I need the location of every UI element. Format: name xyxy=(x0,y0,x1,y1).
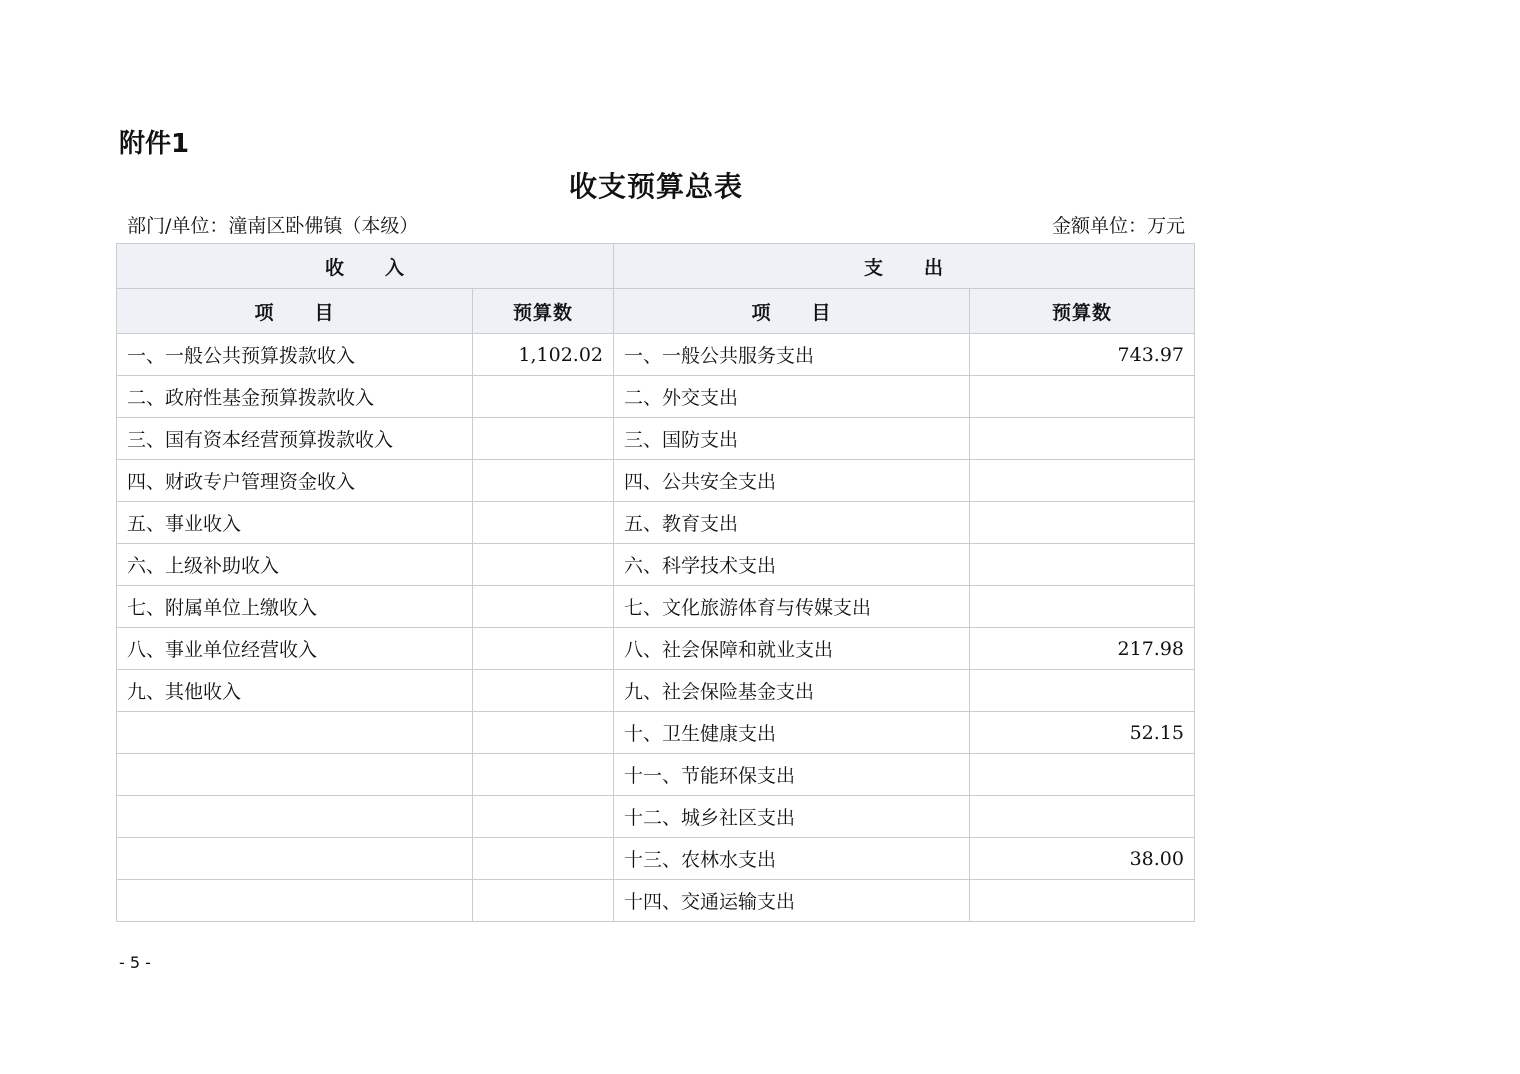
table-row xyxy=(117,334,1195,376)
table-row xyxy=(117,838,1195,880)
income-value-cell xyxy=(473,544,614,586)
income-value-cell xyxy=(473,670,614,712)
table-row xyxy=(117,544,1195,586)
expense-item-cell: 十二、城乡社区支出 xyxy=(614,796,970,838)
income-value-cell xyxy=(473,502,614,544)
expense-item-cell: 十、卫生健康支出 xyxy=(614,712,970,754)
expense-value-cell xyxy=(970,502,1195,544)
section-header-row xyxy=(117,244,1195,289)
income-value-cell xyxy=(473,460,614,502)
meta-line xyxy=(117,212,1195,240)
income-item-cell xyxy=(117,754,473,796)
table-row xyxy=(117,712,1195,754)
income-budget-header: 预算数 xyxy=(473,289,614,334)
expense-item-cell: 五、教育支出 xyxy=(614,502,970,544)
expense-item-cell: 六、科学技术支出 xyxy=(614,544,970,586)
budget-table-body xyxy=(117,244,1195,922)
expense-value-cell xyxy=(970,418,1195,460)
amount-unit: 金额单位：万元 xyxy=(1051,215,1185,237)
income-item-cell: 二、政府性基金预算拨款收入 xyxy=(117,376,473,418)
expense-value-cell xyxy=(970,880,1195,922)
expense-item-cell: 九、社会保险基金支出 xyxy=(614,670,970,712)
expense-value-cell xyxy=(970,670,1195,712)
income-value-cell xyxy=(473,754,614,796)
page-title: 收支预算总表 xyxy=(568,170,743,203)
income-item-cell xyxy=(117,880,473,922)
department-unit: 部门/单位：潼南区卧佛镇（本级） xyxy=(127,215,419,237)
expense-item-cell: 二、外交支出 xyxy=(614,376,970,418)
income-item-cell: 九、其他收入 xyxy=(117,670,473,712)
expense-value-cell xyxy=(970,586,1195,628)
income-value-cell xyxy=(473,880,614,922)
expense-item-cell: 十三、农林水支出 xyxy=(614,838,970,880)
expense-value-cell xyxy=(970,376,1195,418)
expense-value-cell: 743.97 xyxy=(970,334,1195,376)
income-value-cell xyxy=(473,376,614,418)
expense-header: 支 出 xyxy=(614,244,1195,289)
table-row xyxy=(117,628,1195,670)
income-item-cell: 三、国有资本经营预算拨款收入 xyxy=(117,418,473,460)
table-row xyxy=(117,586,1195,628)
expense-item-cell: 八、社会保障和就业支出 xyxy=(614,628,970,670)
expense-item-cell: 十四、交通运输支出 xyxy=(614,880,970,922)
attachment-label: 附件1 xyxy=(119,129,190,159)
income-header: 收 入 xyxy=(117,244,614,289)
table-row xyxy=(117,880,1195,922)
table-row xyxy=(117,796,1195,838)
income-value-cell xyxy=(473,712,614,754)
income-item-cell: 五、事业收入 xyxy=(117,502,473,544)
income-item-cell xyxy=(117,838,473,880)
income-item-cell: 一、一般公共预算拨款收入 xyxy=(117,334,473,376)
expense-item-cell: 一、一般公共服务支出 xyxy=(614,334,970,376)
table-row xyxy=(117,376,1195,418)
income-value-cell xyxy=(473,586,614,628)
expense-budget-header: 预算数 xyxy=(970,289,1195,334)
income-item-header: 项 目 xyxy=(117,289,473,334)
table-row xyxy=(117,460,1195,502)
expense-value-cell xyxy=(970,460,1195,502)
income-value-cell: 1,102.02 xyxy=(473,334,614,376)
expense-item-cell: 三、国防支出 xyxy=(614,418,970,460)
expense-value-cell: 38.00 xyxy=(970,838,1195,880)
budget-table xyxy=(116,243,1195,922)
income-item-cell: 七、附属单位上缴收入 xyxy=(117,586,473,628)
income-item-cell: 八、事业单位经营收入 xyxy=(117,628,473,670)
income-value-cell xyxy=(473,796,614,838)
expense-item-cell: 七、文化旅游体育与传媒支出 xyxy=(614,586,970,628)
expense-item-header: 项 目 xyxy=(614,289,970,334)
expense-value-cell: 52.15 xyxy=(970,712,1195,754)
expense-value-cell xyxy=(970,754,1195,796)
expense-item-cell: 四、公共安全支出 xyxy=(614,460,970,502)
table-row xyxy=(117,754,1195,796)
column-header-row xyxy=(117,289,1195,334)
expense-item-cell: 十一、节能环保支出 xyxy=(614,754,970,796)
income-value-cell xyxy=(473,628,614,670)
table-row xyxy=(117,502,1195,544)
table-row xyxy=(117,670,1195,712)
expense-value-cell xyxy=(970,796,1195,838)
income-item-cell: 六、上级补助收入 xyxy=(117,544,473,586)
expense-value-cell xyxy=(970,544,1195,586)
income-item-cell: 四、财政专户管理资金收入 xyxy=(117,460,473,502)
table-row xyxy=(117,418,1195,460)
income-value-cell xyxy=(473,418,614,460)
page-number: - 5 - xyxy=(119,953,151,972)
income-value-cell xyxy=(473,838,614,880)
expense-value-cell: 217.98 xyxy=(970,628,1195,670)
income-item-cell xyxy=(117,796,473,838)
income-item-cell xyxy=(117,712,473,754)
